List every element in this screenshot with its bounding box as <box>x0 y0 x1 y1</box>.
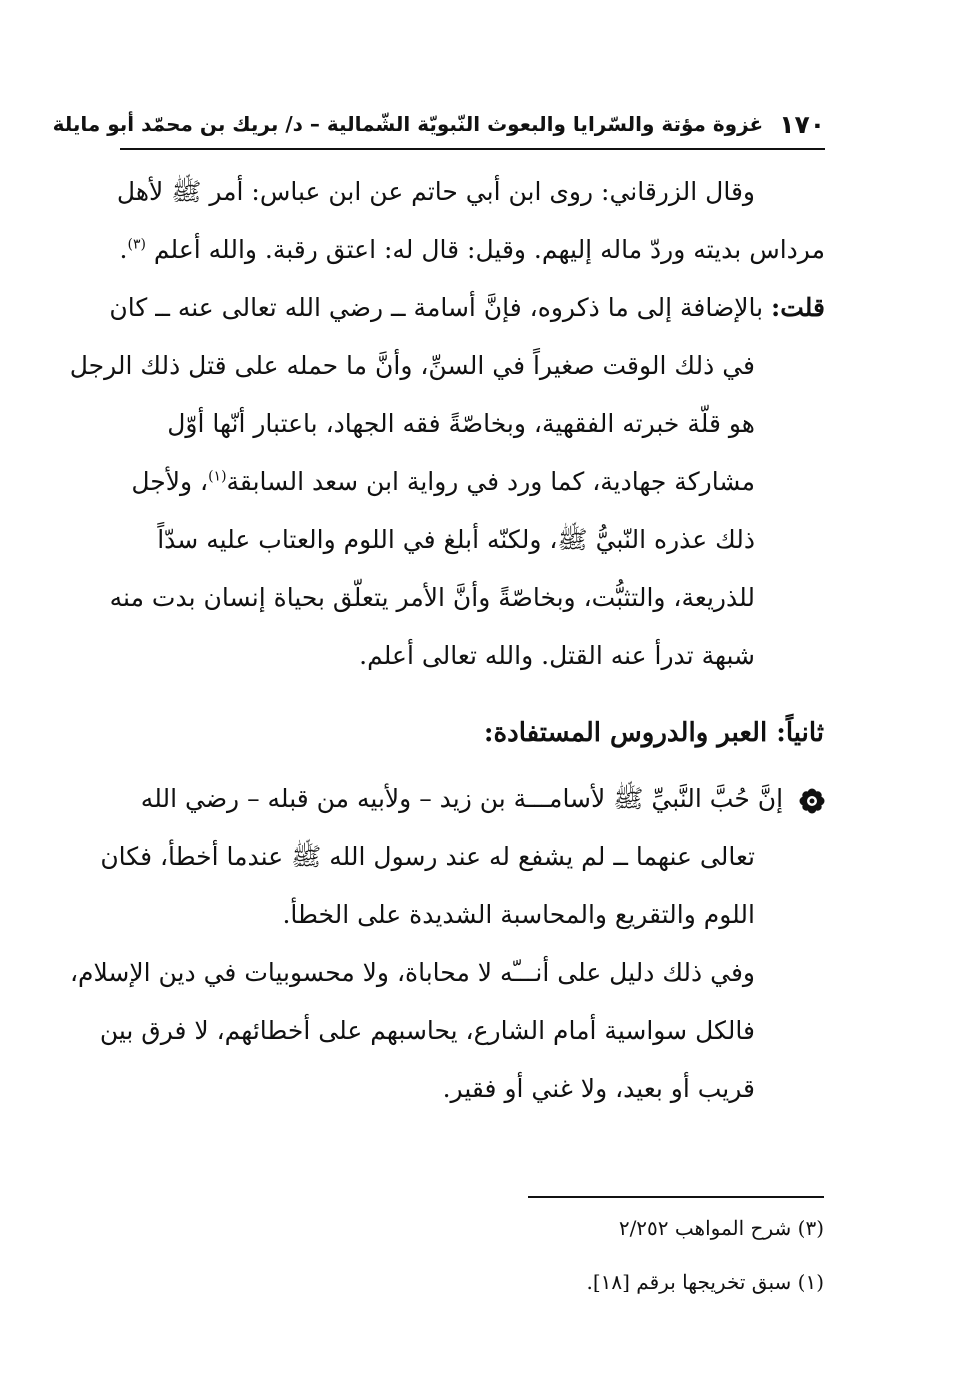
running-title: غزوة مؤتة والسّرايا والبعوث النّبويّة الشّمالية – د/ بريك بن محمّد أبو مايلة <box>52 112 764 136</box>
text-line: للذريعة، والتثبُّت، وبخاصّةً وأنَّ الأمر يتعلّق بحياة إنسان بدت منه <box>109 583 755 612</box>
ornament-flower-icon <box>799 788 825 814</box>
text-line: ذلك عذره النّبيُّ ﷺ، ولكنّه أبلغ في اللوم والعتاب عليه سدّاً <box>157 525 755 554</box>
text-line: تعالى عنهما ــ لم يشفع له عند رسول الله ﷺ عندما أخطأ، فكان <box>100 842 755 871</box>
text-line: مرداس بديته وردّ ماله إليهم. وقيل: قال له: اعتق رقبة. والله أعلم $^{(٣)}$. <box>119 235 825 264</box>
text-line: فالكل سواسية أمام الشارع، يحاسبهم على أخطائهم، لا فرق بين <box>99 1016 755 1045</box>
section-heading: ثانياً: العبر والدروس المستفادة: <box>483 718 824 748</box>
footnote <box>619 1208 824 1248</box>
text-line: في ذلك الوقت صغيراً في السنِّ، وأنَّ ما حمله على قتل ذلك الرجل <box>69 351 755 380</box>
bullet-paragraph <box>69 770 825 1120</box>
text-line: وقال الزرقاني: روى ابن أبي حاتم عن ابن عباس: أمر ﷺ لأهل <box>116 177 755 206</box>
text-line: مشاركة جهادية، كما ورد في رواية ابن سعد السابقة$^{(١)}$، ولأجل <box>131 467 755 496</box>
paragraph-zurqani <box>100 163 825 283</box>
qultu-label: قلت: <box>770 293 825 322</box>
footnote-marker: (٣) <box>797 1216 824 1240</box>
text-line: شبهة تدرأ عنه القتل. والله تعالى أعلم. <box>359 641 755 670</box>
page-number: ١٧٠ <box>779 109 825 139</box>
text-line: اللوم والتقريع والمحاسبة الشديدة على الخطأ. <box>282 900 755 929</box>
footnote-reference: (٣) <box>127 236 146 253</box>
text-line: وفي ذلك دليل على أنـــّه لا محاباة، ولا محسوبيات في دين الإسلام، <box>69 958 755 987</box>
footnote-marker: (١) <box>797 1270 824 1294</box>
paragraph-qultu <box>69 279 825 689</box>
text-line: قريب أو بعيد، ولا غني أو فقير. <box>442 1074 755 1103</box>
text-line: قلت: بالإضافة إلى ما ذكروه، فإنَّ أسامة ــ رضي الله تعالى عنه ــ كان <box>109 293 825 322</box>
running-header <box>52 104 825 144</box>
footnote-divider <box>528 1196 824 1198</box>
header-divider <box>120 148 825 150</box>
footnote <box>586 1262 824 1302</box>
footnote-text: شرح المواهب ٢/٢٥٢ <box>618 1216 792 1240</box>
text-line: إنَّ حُبَّ النَّبيِّ ﷺ لأسامـــة بن زيد – ولأبيه من قبله – رضي الله <box>100 770 825 828</box>
footnote-text: سبق تخريجها برقم [١٨]. <box>586 1270 792 1294</box>
footnote-reference: (١) <box>208 468 227 485</box>
text-line: هو قلّة خبرته الفقهية، وبخاصّةً فقه الجهاد، باعتبار أنّها أوّل <box>167 409 755 438</box>
